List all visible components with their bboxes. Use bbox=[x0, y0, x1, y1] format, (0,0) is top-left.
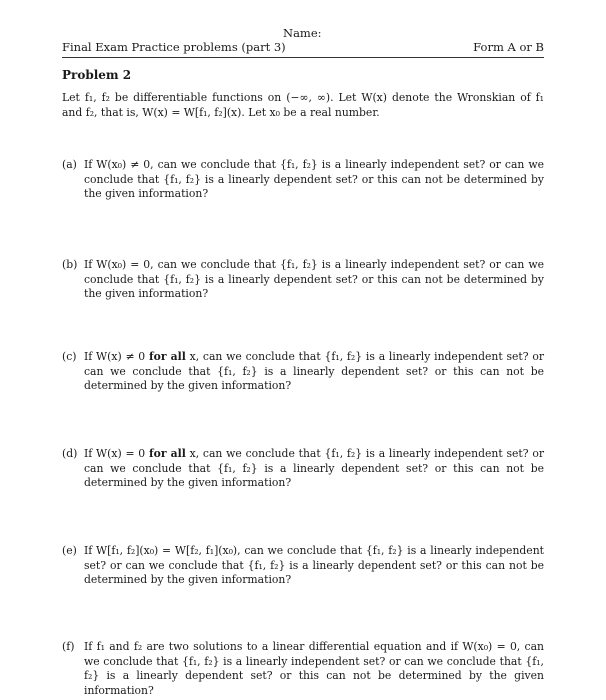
part-emphasis: for all bbox=[148, 447, 186, 460]
part-text: If W[f₁, f₂](x₀) = W[f₂, f₁](x₀), can we conclude that {f₁, f₂} is a linearly independent set? or can we conclude that {f₁, f₂} is a linearly dependent set? or this can not be determined by the given information? bbox=[84, 544, 544, 586]
problem-title: Problem 2 bbox=[62, 68, 132, 82]
part-f bbox=[62, 640, 544, 698]
part-label: (c) bbox=[62, 350, 77, 363]
part-text: If W(x₀) = 0, can we conclude that {f₁, f₂} is a linearly independent set? or can we conclude that {f₁, f₂} is a linearly dependent set? or this can not be determined by the given information? bbox=[84, 258, 544, 300]
part-label: (d) bbox=[62, 447, 78, 460]
problem-intro: Let f₁, f₂ be differentiable functions on (−∞, ∞). Let W(x) denote the Wronskian of f₁ and f₂, that is, W(x) = W[f₁, f₂](x). Let x₀ be a real number. bbox=[62, 91, 544, 119]
part-label: (a) bbox=[62, 158, 77, 171]
part-text-end: x, can we conclude that {f₁, f₂} is a linearly independent set? or can we conclude that {f₁, f₂} is a linearly dependent set? or this can not be determined by the given information? bbox=[84, 447, 544, 489]
part-text-end: x, can we conclude that {f₁, f₂} is a linearly independent set? or can we conclude that {f₁, f₂} is a linearly dependent set? or this can not be determined by the given information? bbox=[84, 350, 544, 392]
part-e bbox=[62, 544, 544, 588]
part-text: If W(x₀) ≠ 0, can we conclude that {f₁, f₂} is a linearly independent set? or can we conclude that {f₁, f₂} is a linearly dependent set? or this can not be determined by the given information? bbox=[84, 158, 544, 200]
part-a bbox=[62, 158, 544, 202]
part-text-start: If W(x) = 0 bbox=[84, 447, 149, 460]
header-form: Form A or B bbox=[473, 40, 544, 54]
name-label: Name: bbox=[283, 26, 322, 40]
part-emphasis: for all bbox=[148, 350, 186, 363]
part-text bbox=[84, 447, 544, 491]
part-b bbox=[62, 258, 544, 302]
part-label: (f) bbox=[62, 640, 75, 653]
part-text-start: If W(x) ≠ 0 bbox=[84, 350, 149, 363]
part-text bbox=[84, 350, 544, 394]
part-label: (b) bbox=[62, 258, 78, 271]
part-d bbox=[62, 447, 544, 491]
part-label: (e) bbox=[62, 544, 77, 557]
page-header bbox=[62, 40, 544, 58]
part-text: If f₁ and f₂ are two solutions to a linear differential equation and if W(x₀) = 0, can we conclude that {f₁, f₂} is a linearly independent set? or can we conclude that {f₁, f₂} is a linearly dependent set? or this can not be determined by the given information? bbox=[84, 640, 544, 697]
header-title: Final Exam Practice problems (part 3) bbox=[62, 40, 286, 54]
part-c bbox=[62, 350, 544, 394]
